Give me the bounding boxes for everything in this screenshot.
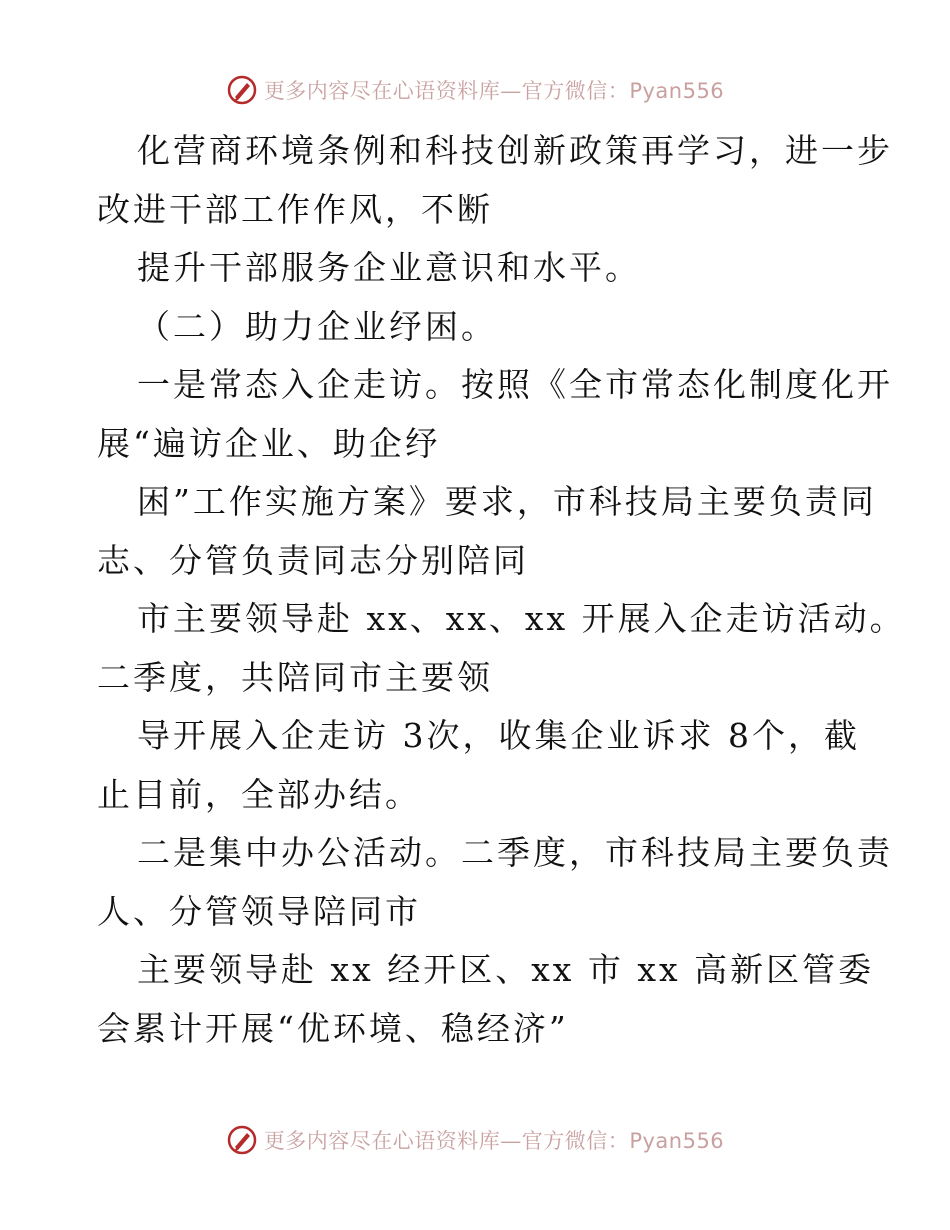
header-watermark — [0, 70, 950, 110]
pen-logo-icon — [226, 1124, 258, 1156]
text-line: 止目前，全部办结。 — [97, 774, 421, 814]
text-line: 志、分管负责同志分别陪同 — [97, 540, 529, 580]
watermark-text: 更多内容尽在心语资料库—官方微信：Pyan556 — [263, 79, 725, 103]
text-line: 二季度，共陪同市主要领 — [97, 657, 493, 697]
watermark-text: 更多内容尽在心语资料库—官方微信：Pyan556 — [263, 1129, 725, 1153]
text-line: 人、分管领导陪同市 — [97, 891, 421, 931]
document-body — [97, 122, 906, 1058]
text-line: 二是集中办公活动。二季度，市科技局主要负责 — [137, 833, 893, 872]
text-line: 主要领导赴 xx 经开区、xx 市 xx 高新区管委 — [137, 950, 875, 989]
text-line: 提升干部服务企业意识和水平。 — [137, 248, 641, 287]
text-line: 市主要领导赴 xx、xx、xx 开展入企走访活动。 — [137, 599, 906, 638]
pen-logo-icon — [226, 74, 258, 106]
text-line: 展“遍访企业、助企纾 — [97, 423, 441, 463]
text-line: 一是常态入企走访。按照《全市常态化制度化开 — [137, 365, 893, 404]
footer-watermark — [0, 1120, 950, 1160]
text-line: 改进干部工作作风，不断 — [97, 189, 493, 229]
text-line: 导开展入企走访 3次，收集企业诉求 8个，截 — [137, 716, 860, 755]
text-line: 会累计开展“优环境、稳经济” — [97, 1008, 569, 1048]
section-heading: （二）助力企业纾困。 — [137, 306, 497, 346]
text-line: 化营商环境条例和科技创新政策再学习，进一步 — [137, 131, 893, 170]
text-line: 困”工作实施方案》要求，市科技局主要负责同 — [137, 482, 877, 521]
